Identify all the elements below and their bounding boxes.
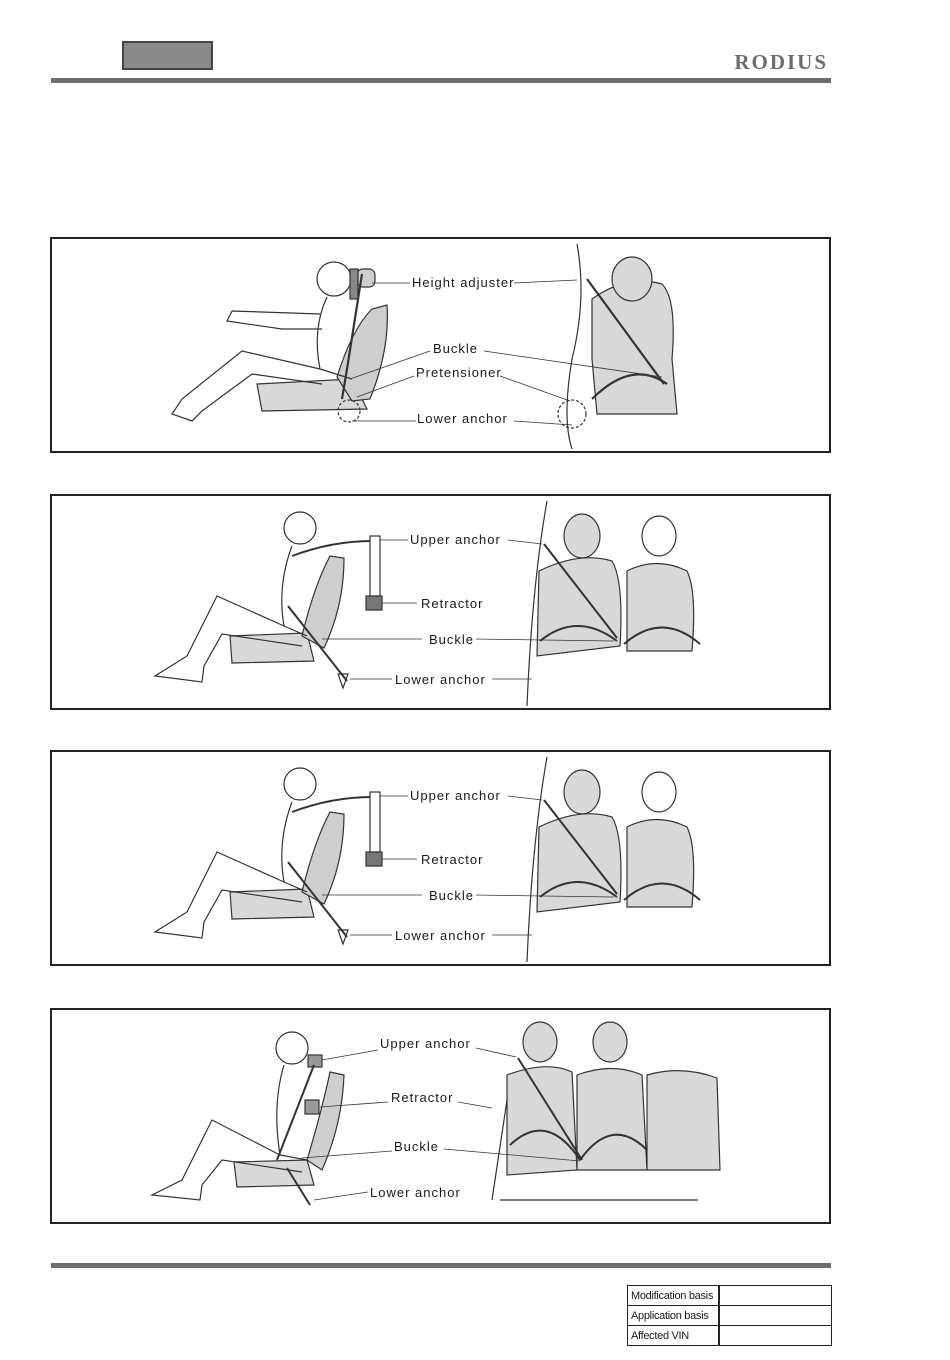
modification-basis-value — [719, 1286, 832, 1306]
modification-basis-label: Modification basis — [628, 1286, 719, 1306]
header-tab — [122, 41, 213, 70]
label-lower-anchor: Lower anchor — [417, 411, 508, 426]
label-lower-anchor: Lower anchor — [370, 1185, 461, 1200]
label-height-adjuster: Height adjuster — [412, 275, 515, 290]
front-seat-belt-panel — [50, 237, 831, 453]
second-row-seat-belt-panel-alt — [50, 750, 831, 966]
label-buckle: Buckle — [394, 1139, 440, 1154]
label-upper-anchor: Upper anchor — [380, 1036, 471, 1051]
table-row — [628, 1306, 832, 1326]
label-lower-anchor: Lower anchor — [395, 928, 486, 943]
application-basis-label: Application basis — [628, 1306, 719, 1326]
label-retractor: Retractor — [421, 596, 484, 611]
label-lower-anchor: Lower anchor — [395, 672, 486, 687]
revision-info-table — [627, 1285, 832, 1346]
table-row — [628, 1286, 832, 1306]
label-retractor: Retractor — [421, 852, 484, 867]
affected-vin-value — [719, 1326, 832, 1346]
label-retractor: Retractor — [391, 1090, 454, 1105]
label-buckle: Buckle — [429, 888, 475, 903]
label-upper-anchor: Upper anchor — [410, 532, 501, 547]
header-rule — [51, 78, 831, 83]
affected-vin-label: Affected VIN — [628, 1326, 719, 1346]
brand-logo: RODIUS — [734, 50, 828, 74]
table-row — [628, 1326, 832, 1346]
footer-rule — [51, 1263, 831, 1268]
second-row-seat-belt-panel — [50, 494, 831, 710]
label-pretensioner: Pretensioner — [416, 365, 502, 380]
label-buckle: Buckle — [433, 341, 479, 356]
third-row-seat-belt-panel — [50, 1008, 831, 1224]
label-upper-anchor: Upper anchor — [410, 788, 501, 803]
label-buckle: Buckle — [429, 632, 475, 647]
application-basis-value — [719, 1306, 832, 1326]
